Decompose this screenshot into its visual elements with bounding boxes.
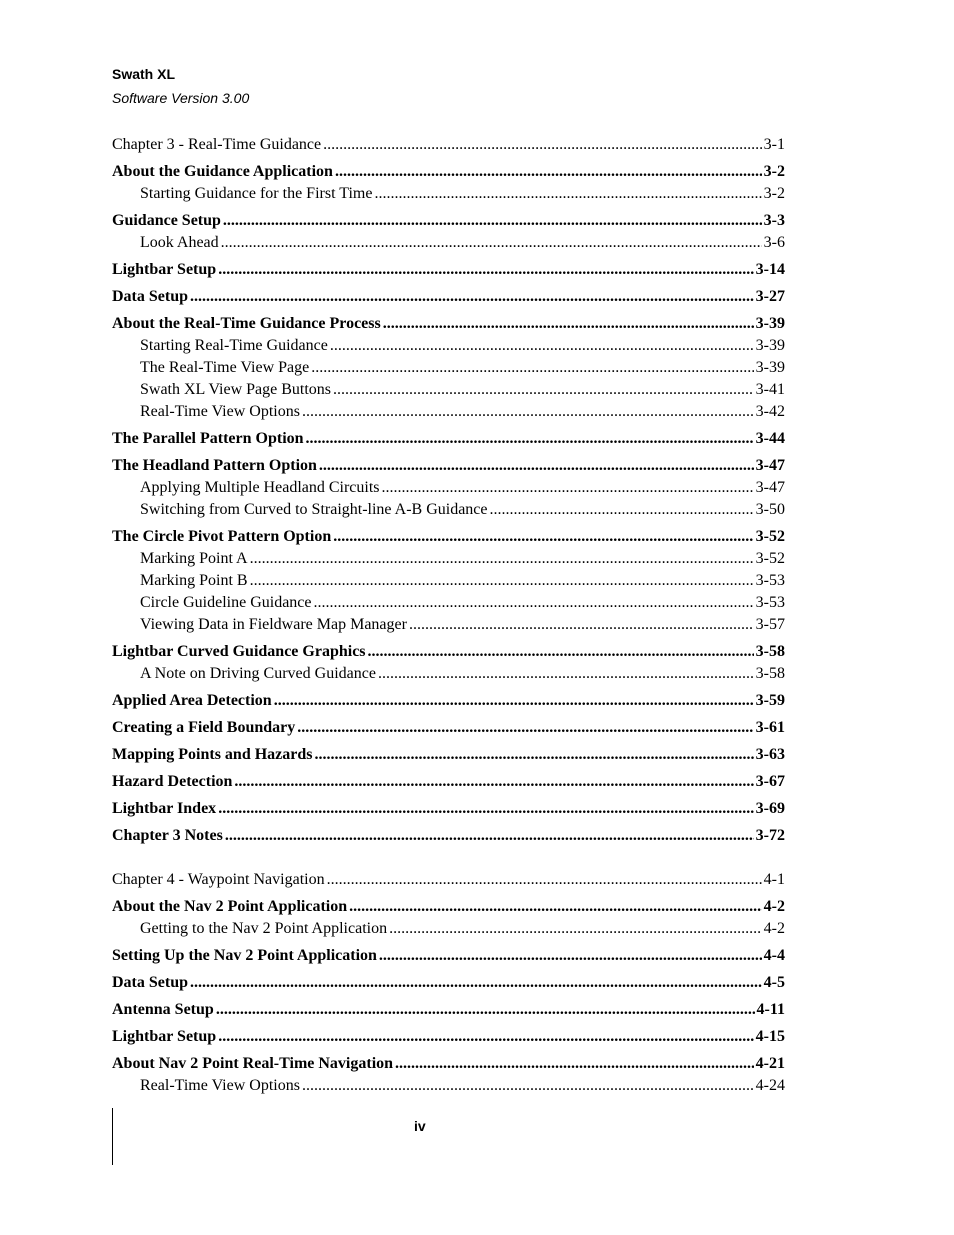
toc-entry-section[interactable] xyxy=(112,945,785,967)
toc-entry-section[interactable] xyxy=(112,744,785,766)
toc-entry-page: 4-15 xyxy=(755,1028,785,1045)
toc-entry-subsection[interactable] xyxy=(112,663,785,685)
toc-entry-chapter[interactable] xyxy=(112,869,785,891)
toc-entry-title: Look Ahead xyxy=(140,234,219,251)
dot-leader xyxy=(221,232,762,254)
toc-entry-section[interactable] xyxy=(112,825,785,847)
toc-entry-page: 4-1 xyxy=(763,871,785,888)
dot-leader xyxy=(190,972,762,994)
toc-entry-page: 3-59 xyxy=(755,692,785,709)
toc-entry-subsection[interactable] xyxy=(112,379,785,401)
toc-entry-title: Getting to the Nav 2 Point Application xyxy=(140,920,388,937)
dot-leader xyxy=(250,548,754,570)
toc-entry-page: 3-39 xyxy=(755,337,785,354)
toc-entry-title: Setting Up the Nav 2 Point Application xyxy=(112,947,377,964)
toc-entry-title: Lightbar Index xyxy=(112,800,217,817)
dot-leader xyxy=(374,183,761,205)
toc-entry-subsection[interactable] xyxy=(112,232,785,254)
toc-entry-title: Lightbar Curved Guidance Graphics xyxy=(112,643,366,660)
toc-entry-section[interactable] xyxy=(112,641,785,663)
toc-entry-subsection[interactable] xyxy=(112,335,785,357)
dot-leader xyxy=(383,313,754,335)
toc-entry-section[interactable] xyxy=(112,771,785,793)
toc-entry-title: Viewing Data in Fieldware Map Manager xyxy=(140,616,407,633)
toc-entry-page: 3-41 xyxy=(755,381,785,398)
dot-leader xyxy=(395,1053,754,1075)
toc-entry-subsection[interactable] xyxy=(112,614,785,636)
toc-entry-page: 4-5 xyxy=(763,974,785,991)
toc-entry-page: 3-2 xyxy=(763,185,785,202)
page-number: iv xyxy=(414,1118,426,1134)
dot-leader xyxy=(327,869,762,891)
dot-leader xyxy=(218,259,753,281)
dot-leader xyxy=(330,335,754,357)
footer-divider xyxy=(112,1108,113,1165)
dot-leader xyxy=(389,918,762,940)
toc-entry-page: 3-6 xyxy=(763,234,785,251)
toc-entry-section[interactable] xyxy=(112,896,785,918)
dot-leader xyxy=(218,1026,753,1048)
toc-entry-page: 3-58 xyxy=(755,665,785,682)
software-version: Software Version 3.00 xyxy=(112,90,250,106)
page-header xyxy=(112,64,249,108)
dot-leader xyxy=(302,401,754,423)
dot-leader xyxy=(250,570,754,592)
toc-entry-section[interactable] xyxy=(112,1053,785,1075)
toc-entry-section[interactable] xyxy=(112,1026,785,1048)
toc-entry-page: 3-42 xyxy=(755,403,785,420)
dot-leader xyxy=(314,744,753,766)
dot-leader xyxy=(333,526,753,548)
toc-entry-title: Marking Point B xyxy=(140,572,248,589)
toc-entry-section[interactable] xyxy=(112,286,785,308)
toc-entry-section[interactable] xyxy=(112,999,785,1021)
toc-entry-page: 4-2 xyxy=(763,898,785,915)
toc-entry-title: About the Guidance Application xyxy=(112,163,333,180)
toc-entry-title: About Nav 2 Point Real-Time Navigation xyxy=(112,1055,394,1072)
toc-entry-title: The Real-Time View Page xyxy=(140,359,310,376)
dot-leader xyxy=(319,455,754,477)
toc-entry-page: 4-2 xyxy=(763,920,785,937)
toc-entry-page: 3-67 xyxy=(755,773,785,790)
toc-entry-page: 3-57 xyxy=(755,616,785,633)
toc-entry-title: The Headland Pattern Option xyxy=(112,457,317,474)
toc-entry-subsection[interactable] xyxy=(112,918,785,940)
toc-entry-title: Applying Multiple Headland Circuits xyxy=(140,479,380,496)
toc-entry-title: Lightbar Setup xyxy=(112,261,217,278)
toc-entry-section[interactable] xyxy=(112,259,785,281)
dot-leader xyxy=(274,690,754,712)
toc-entry-subsection[interactable] xyxy=(112,1075,785,1097)
toc-entry-title: Starting Guidance for the First Time xyxy=(140,185,373,202)
toc-entry-title: Real-Time View Options xyxy=(140,403,300,420)
toc-entry-page: 3-1 xyxy=(763,136,785,153)
toc-entry-page: 3-14 xyxy=(755,261,785,278)
toc-entry-title: Switching from Curved to Straight-line A-B Guidance xyxy=(140,501,488,518)
dot-leader xyxy=(234,771,753,793)
toc-entry-title: Data Setup xyxy=(112,288,189,305)
toc-entry-page: 4-4 xyxy=(763,947,785,964)
toc-entry-subsection[interactable] xyxy=(112,183,785,205)
dot-leader xyxy=(378,663,754,685)
toc-entry-page: 4-24 xyxy=(755,1077,785,1094)
toc-entry-title: Creating a Field Boundary xyxy=(112,719,296,736)
toc-entry-subsection[interactable] xyxy=(112,357,785,379)
toc-entry-subsection[interactable] xyxy=(112,570,785,592)
dot-leader xyxy=(225,825,754,847)
dot-leader xyxy=(349,896,762,918)
toc-entry-section[interactable] xyxy=(112,428,785,450)
toc-entry-section[interactable] xyxy=(112,717,785,739)
product-name: Swath XL xyxy=(112,66,176,82)
toc-entry-title: Chapter 3 Notes xyxy=(112,827,223,844)
toc-entry-section[interactable] xyxy=(112,210,785,232)
toc-entry-section[interactable] xyxy=(112,972,785,994)
toc-entry-title: Chapter 4 - Waypoint Navigation xyxy=(112,871,325,888)
dot-leader xyxy=(382,477,754,499)
toc-entry-title: Starting Real-Time Guidance xyxy=(140,337,328,354)
toc-entry-subsection[interactable] xyxy=(112,499,785,521)
toc-entry-page: 3-63 xyxy=(755,746,785,763)
dot-leader xyxy=(368,641,754,663)
toc-entry-title: Hazard Detection xyxy=(112,773,233,790)
toc-entry-section[interactable] xyxy=(112,313,785,335)
dot-leader xyxy=(223,210,762,232)
dot-leader xyxy=(311,357,753,379)
toc-entry-page: 3-39 xyxy=(755,359,785,376)
toc-entry-page: 3-52 xyxy=(755,528,785,545)
dot-leader xyxy=(306,428,754,450)
toc-entry-page: 3-39 xyxy=(755,315,785,332)
toc-entry-title: About the Real-Time Guidance Process xyxy=(112,315,381,332)
dot-leader xyxy=(297,717,753,739)
toc-entry-title: Marking Point A xyxy=(140,550,248,567)
toc-entry-section[interactable] xyxy=(112,690,785,712)
toc-entry-page: 3-53 xyxy=(755,594,785,611)
dot-leader xyxy=(216,999,755,1021)
toc-entry-title: About the Nav 2 Point Application xyxy=(112,898,348,915)
toc-entry-page: 3-27 xyxy=(755,288,785,305)
table-of-contents xyxy=(112,134,785,1097)
toc-entry-title: Applied Area Detection xyxy=(112,692,272,709)
toc-entry-chapter[interactable] xyxy=(112,134,785,156)
toc-entry-page: 3-3 xyxy=(763,212,785,229)
dot-leader xyxy=(379,945,762,967)
toc-entry-section[interactable] xyxy=(112,455,785,477)
toc-entry-title: Mapping Points and Hazards xyxy=(112,746,313,763)
toc-entry-page: 4-21 xyxy=(755,1055,785,1072)
toc-entry-page: 3-72 xyxy=(755,827,785,844)
toc-entry-title: Circle Guideline Guidance xyxy=(140,594,312,611)
toc-entry-page: 3-52 xyxy=(755,550,785,567)
toc-entry-subsection[interactable] xyxy=(112,592,785,614)
toc-entry-page: 3-50 xyxy=(755,501,785,518)
toc-entry-subsection[interactable] xyxy=(112,477,785,499)
dot-leader xyxy=(335,161,762,183)
toc-entry-page: 3-47 xyxy=(755,479,785,496)
toc-entry-page: 3-53 xyxy=(755,572,785,589)
toc-entry-page: 3-61 xyxy=(755,719,785,736)
toc-entry-page: 3-58 xyxy=(755,643,785,660)
toc-entry-page: 4-11 xyxy=(756,1001,785,1018)
toc-entry-section[interactable] xyxy=(112,526,785,548)
toc-entry-title: A Note on Driving Curved Guidance xyxy=(140,665,376,682)
toc-entry-title: Lightbar Setup xyxy=(112,1028,217,1045)
toc-entry-title: Antenna Setup xyxy=(112,1001,214,1018)
toc-entry-title: The Circle Pivot Pattern Option xyxy=(112,528,332,545)
toc-entry-page: 3-69 xyxy=(755,800,785,817)
dot-leader xyxy=(218,798,753,820)
dot-leader xyxy=(490,499,754,521)
toc-entry-page: 3-2 xyxy=(763,163,785,180)
dot-leader xyxy=(314,592,754,614)
toc-entry-title: Swath XL View Page Buttons xyxy=(140,381,332,398)
toc-entry-title: Data Setup xyxy=(112,974,189,991)
toc-entry-page: 3-44 xyxy=(755,430,785,447)
toc-entry-subsection[interactable] xyxy=(112,548,785,570)
toc-entry-title: Real-Time View Options xyxy=(140,1077,300,1094)
toc-entry-page: 3-47 xyxy=(755,457,785,474)
dot-leader xyxy=(302,1075,754,1097)
toc-entry-title: The Parallel Pattern Option xyxy=(112,430,304,447)
dot-leader xyxy=(190,286,754,308)
dot-leader xyxy=(323,134,762,156)
dot-leader xyxy=(409,614,754,636)
toc-entry-section[interactable] xyxy=(112,798,785,820)
toc-entry-title: Guidance Setup xyxy=(112,212,221,229)
dot-leader xyxy=(333,379,754,401)
toc-entry-title: Chapter 3 - Real-Time Guidance xyxy=(112,136,322,153)
toc-entry-section[interactable] xyxy=(112,161,785,183)
toc-entry-subsection[interactable] xyxy=(112,401,785,423)
